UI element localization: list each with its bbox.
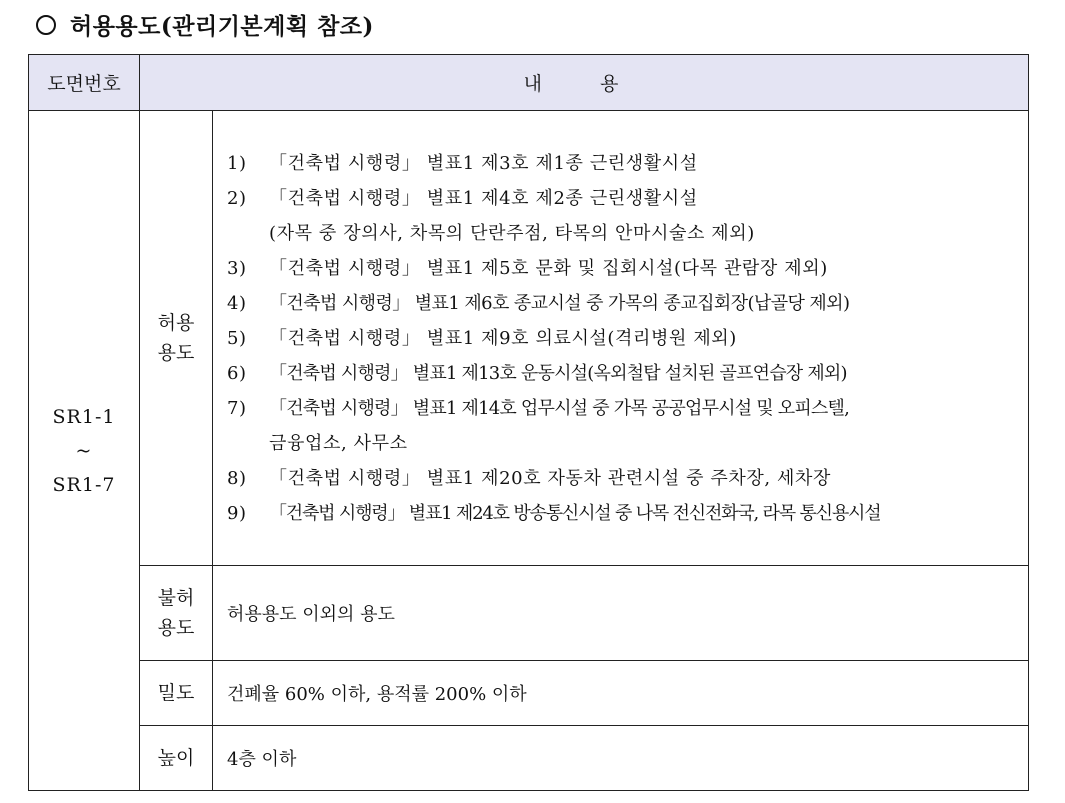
- land-use-table: [28, 54, 1029, 791]
- document-title: [36, 8, 374, 41]
- item-text: 「건축법 시행령」 별표1 제6호 종교시설 중 가목의 종교집회장(납골당 제외): [269, 292, 850, 314]
- item-text: 「건축법 시행령」 별표1 제13호 운동시설(옥외철탑 설치된 골프연습장 제외): [269, 362, 847, 384]
- list-item: [227, 496, 1028, 531]
- height-content: 4층 이하: [213, 726, 1029, 791]
- density-label: 밀도: [140, 661, 213, 726]
- list-item: [227, 391, 1028, 426]
- allowed-use-content: [213, 111, 1029, 566]
- item-number: 9): [227, 502, 247, 524]
- item-number: 6): [227, 362, 247, 384]
- list-item: [227, 356, 1028, 391]
- item-text: 금융업소, 사무소: [269, 432, 408, 454]
- list-item: [227, 181, 1028, 216]
- item-text: 「건축법 시행령」 별표1 제9호 의료시설(격리병원 제외): [269, 327, 737, 349]
- list-item: [227, 146, 1028, 181]
- list-item: [227, 461, 1028, 496]
- list-item: [227, 251, 1028, 286]
- list-item: [227, 321, 1028, 356]
- table-header-row: [29, 55, 1029, 111]
- zone-to: SR1-7: [52, 473, 116, 496]
- item-text: 「건축법 시행령」 별표1 제24호 방송통신시설 중 나목 전신전화국, 라목 통신용시설: [269, 502, 881, 524]
- item-number: 7): [227, 397, 247, 419]
- item-text: 「건축법 시행령」 별표1 제3호 제1종 근린생활시설: [269, 152, 698, 174]
- density-row: [29, 661, 1029, 726]
- forbidden-use-row: [29, 566, 1029, 661]
- allowed-label-line2: 용도: [157, 342, 195, 364]
- title-text: 허용용도(관리기본계획 참조): [70, 13, 374, 40]
- item-text: (자목 중 장의사, 차목의 단란주점, 타목의 안마시술소 제외): [269, 222, 755, 244]
- item-number: 8): [227, 467, 247, 489]
- item-text: 「건축법 시행령」 별표1 제20호 자동차 관련시설 중 주차장, 세차장: [269, 467, 831, 489]
- zone-number-cell: [29, 111, 140, 791]
- item-number: 1): [227, 152, 247, 174]
- item-number: 2): [227, 187, 247, 209]
- item-number: 3): [227, 257, 247, 279]
- circle-bullet-icon: [36, 15, 56, 35]
- item-text: 「건축법 시행령」 별표1 제4호 제2종 근린생활시설: [269, 187, 698, 209]
- forbidden-use-content: 허용용도 이외의 용도: [213, 566, 1029, 661]
- forbidden-label-line2: 용도: [157, 617, 195, 639]
- height-row: [29, 726, 1029, 791]
- forbidden-use-label: [140, 566, 213, 661]
- allowed-use-list: [227, 146, 1028, 531]
- allowed-use-label: [140, 111, 213, 566]
- forbidden-label-line1: 불허: [157, 587, 195, 609]
- allowed-label-line1: 허용: [157, 312, 195, 334]
- item-text: 「건축법 시행령」 별표1 제14호 업무시설 중 가목 공공업무시설 및 오피스텔,: [269, 397, 850, 419]
- zone-from: SR1-1: [52, 405, 116, 428]
- allowed-use-row: [29, 111, 1029, 566]
- item-number: 5): [227, 327, 247, 349]
- list-item-continuation: [227, 216, 1028, 251]
- header-content: 내 용: [140, 55, 1029, 111]
- density-content: 건폐율 60% 이하, 용적률 200% 이하: [213, 661, 1029, 726]
- header-drawing-number: 도면번호: [29, 55, 140, 111]
- list-item: [227, 286, 1028, 321]
- list-item-continuation: [227, 426, 1028, 461]
- item-text: 「건축법 시행령」 별표1 제5호 문화 및 집회시설(다목 관람장 제외): [269, 257, 828, 279]
- item-number: 4): [227, 292, 247, 314]
- height-label: 높이: [140, 726, 213, 791]
- zone-separator: ~: [75, 439, 93, 462]
